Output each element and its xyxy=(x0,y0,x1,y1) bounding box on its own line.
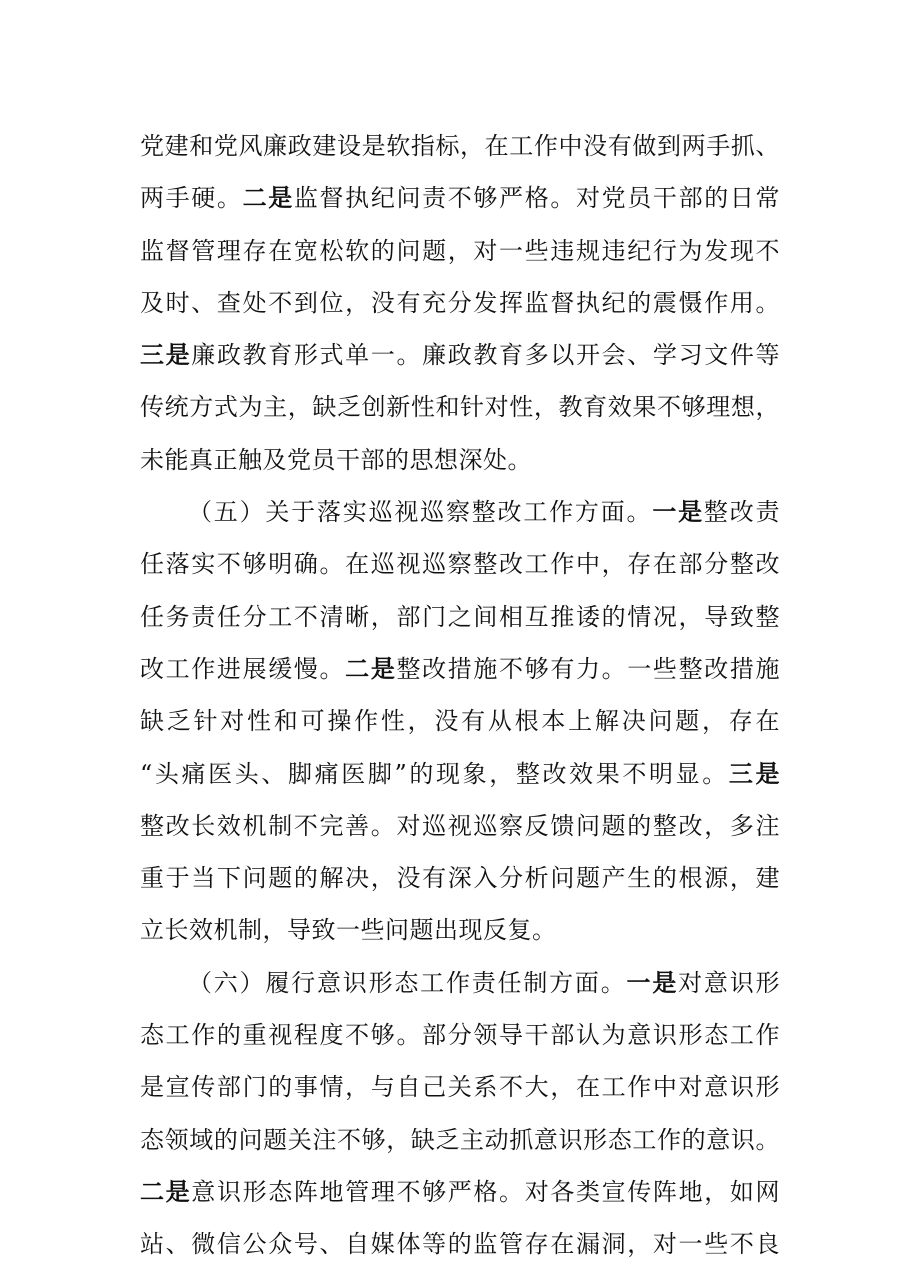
paragraph-line xyxy=(140,126,780,166)
text-run: 站、微信公众号、自媒体等的监管存在漏洞，对一些不良 xyxy=(140,1230,780,1259)
emphasis-label: 一是 xyxy=(626,968,679,997)
section-heading: （六）履行意识形态工作责任制方面。 xyxy=(188,968,627,997)
paragraph-line xyxy=(140,701,780,741)
text-run: 监督管理存在宽松软的问题，对一些违规违纪行为发现不 xyxy=(140,236,780,265)
text-run: 缺乏针对性和可操作性，没有从根本上解决问题，存在 xyxy=(140,707,780,736)
paragraph-line xyxy=(140,858,780,898)
section-heading-line xyxy=(140,492,780,532)
text-run: 重于当下问题的解决，没有深入分析问题产生的根源，建 xyxy=(140,864,780,893)
text-run: 态工作的重视程度不够。部分领导干部认为意识形态工作 xyxy=(140,1021,780,1050)
paragraph-line xyxy=(140,335,780,375)
paragraph-line xyxy=(140,387,780,427)
text-run: 整改措施不够有力。一些整改措施 xyxy=(396,654,781,683)
text-run: 改工作进展缓慢。 xyxy=(140,654,346,683)
body-text xyxy=(140,126,780,1277)
text-run: 未能真正触及党员干部的思想深处。 xyxy=(140,445,532,474)
paragraph-line xyxy=(140,597,780,637)
paragraph-line xyxy=(140,178,780,218)
paragraph-line xyxy=(140,440,780,480)
emphasis-label: 二是 xyxy=(140,1177,192,1206)
paragraph-line xyxy=(140,754,780,794)
paragraph-line xyxy=(140,910,780,950)
text-run: 传统方式为主，缺乏创新性和针对性，教育效果不够理想， xyxy=(140,393,780,422)
section-heading-line xyxy=(140,963,780,1003)
emphasis-label: 一是 xyxy=(652,498,704,527)
paragraph-line xyxy=(140,1224,780,1264)
paragraph-line xyxy=(140,283,780,323)
paragraph-line xyxy=(140,1172,780,1212)
text-run: “头痛医头、脚痛医脚”的现象，整改效果不明显。 xyxy=(140,759,729,788)
emphasis-label: 三是 xyxy=(140,341,192,370)
text-run: 监督执纪问责不够严格。对党员干部的日常 xyxy=(293,184,781,213)
text-run: 及时、查处不到位，没有充分发挥监督执纪的震慑作用。 xyxy=(140,288,780,317)
text-run: 两手硬。 xyxy=(140,184,243,213)
paragraph-line xyxy=(140,806,780,846)
text-run: 整改长效机制不完善。对巡视巡察反馈问题的整改，多注 xyxy=(140,811,780,840)
text-run: 整改责 xyxy=(703,498,781,527)
paragraph-line xyxy=(140,544,780,584)
paragraph-line xyxy=(140,231,780,271)
paragraph-line xyxy=(140,1120,780,1160)
text-run: 对意识形 xyxy=(678,968,781,997)
text-run: 意识形态阵地管理不够严格。对各类宣传阵地，如网 xyxy=(191,1177,781,1206)
text-run: 任务责任分工不清晰，部门之间相互推诿的情况，导致整 xyxy=(140,602,780,631)
text-run: 态领域的问题关注不够，缺乏主动抓意识形态工作的意识。 xyxy=(140,1125,780,1154)
paragraph-line xyxy=(140,1067,780,1107)
paragraph-line xyxy=(140,1015,780,1055)
text-run: 是宣传部门的事情，与自己关系不大，在工作中对意识形 xyxy=(140,1073,780,1102)
text-run: 任落实不够明确。在巡视巡察整改工作中，存在部分整改 xyxy=(140,550,780,579)
emphasis-label: 二是 xyxy=(242,184,294,213)
text-run: 立长效机制，导致一些问题出现反复。 xyxy=(140,916,557,945)
section-heading: （五）关于落实巡视巡察整改工作方面。 xyxy=(188,498,653,527)
paragraph-line xyxy=(140,649,780,689)
text-run: 廉政教育形式单一。廉政教育多以开会、学习文件等 xyxy=(191,341,781,370)
emphasis-label: 二是 xyxy=(345,654,397,683)
emphasis-label: 三是 xyxy=(728,759,780,788)
text-run: 党建和党风廉政建设是软指标，在工作中没有做到两手抓、 xyxy=(140,132,780,160)
